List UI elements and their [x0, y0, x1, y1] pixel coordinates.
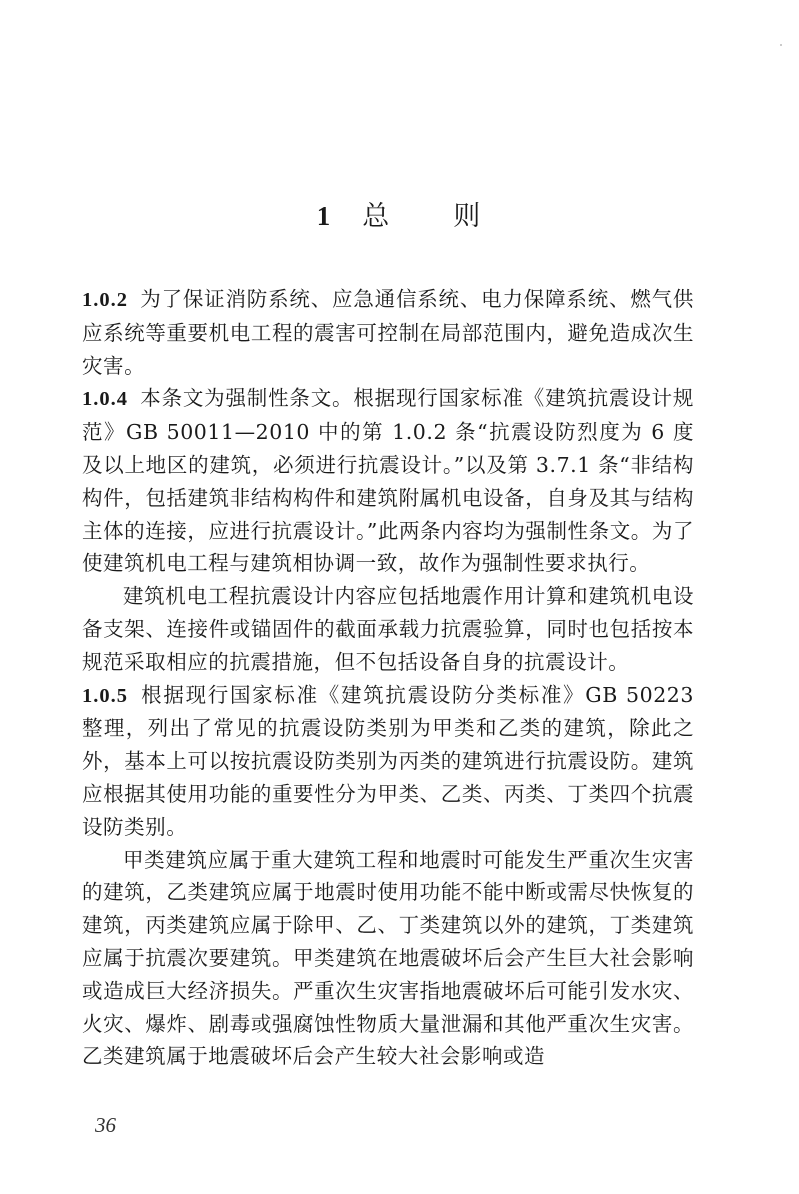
paragraph-text: 为了保证消防系统、应急通信系统、电力保障系统、燃气供应系统等重要机电工程的震害可控制在局部范围内，避免造成次生灾害。 [82, 287, 694, 378]
paragraph-text: 建筑机电工程抗震设计内容应包括地震作用计算和建筑机电设备支架、连接件或锚固件的截面承载力抗震验算，同时也包括按本规范采取相应的抗震措施，但不包括设备自身的抗震设计。 [82, 584, 694, 674]
chapter-heading [0, 198, 799, 235]
paragraph-building-categories [82, 844, 694, 1074]
body-text [82, 283, 694, 1073]
chapter-number: 1 [316, 201, 333, 231]
paragraph-clause-1-0-2 [82, 283, 694, 382]
paragraph-clause-1-0-4 [82, 382, 694, 580]
paragraph-text: 甲类建筑应属于重大建筑工程和地震时可能发生严重次生灾害的建筑，乙类建筑应属于地震时使用功能不能中断或需尽快恢复的建筑，丙类建筑应属于除甲、乙、丁类建筑以外的建筑，丁类建筑应属于抗震次要建筑。甲类建筑在地震破坏后会产生巨大社会影响或造成巨大经济损失。严重次生灾害指地震破坏后可能引发水灾、火灾、爆炸、剧毒或强腐蚀性物质大量泄漏和其他严重次生灾害。乙类建筑属于地震破坏后会产生较大社会影响或造 [82, 847, 694, 1069]
chapter-title-char-1: 总 [362, 201, 392, 232]
paragraph-design-scope [82, 580, 694, 678]
scan-speck [780, 44, 782, 46]
paragraph-text: 本条文为强制性条文。根据现行国家标准《建筑抗震设计规范》GB 50011—2010 中的第 1.0.2 条“抗震设防烈度为 6 度及以上地区的建筑，必须进行抗震设计。”以及第 3.7.1 条“非结构构件，包括建筑非结构构件和建筑附属机电设备，自身及其与结构主体的连接，应进行抗震设计。”此两条内容均为强制性条文。为了使建筑机电工程与建筑相协调一致，故作为强制性要求执行。 [82, 386, 694, 576]
chapter-title-char-2: 则 [453, 201, 483, 232]
paragraph-clause-1-0-5 [82, 679, 694, 844]
paragraph-text: 根据现行国家标准《建筑抗震设防分类标准》GB 50223 整理，列出了常见的抗震设防类别为甲类和乙类的建筑，除此之外，基本上可以按抗震设防类别为丙类的建筑进行抗震设防。建筑应根据其使用功能的重要性分为甲类、乙类、丙类、丁类四个抗震设防类别。 [82, 682, 694, 839]
clause-number: 1.0.5 [82, 684, 128, 707]
clause-number: 1.0.4 [82, 388, 128, 411]
page-number: 36 [95, 1113, 116, 1137]
clause-number: 1.0.2 [82, 289, 128, 311]
